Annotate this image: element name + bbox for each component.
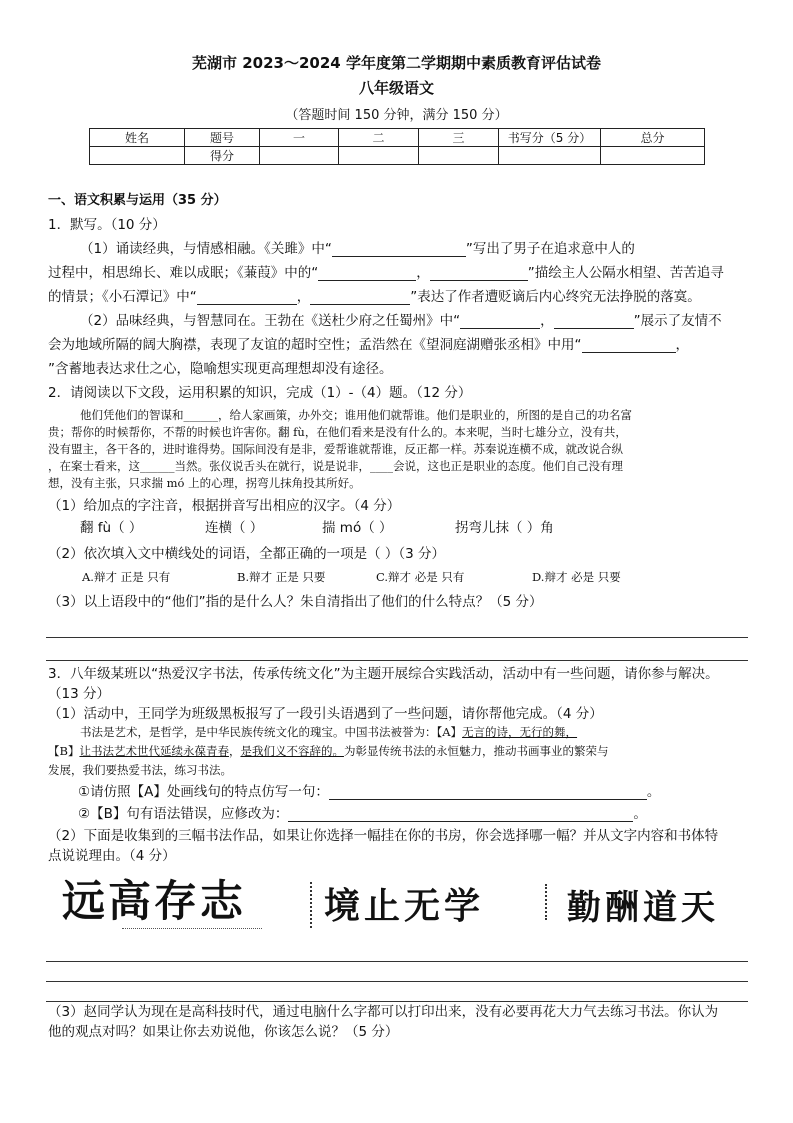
question-title-cont: （13 分） [48, 686, 110, 702]
table-cell: 一 [260, 129, 339, 147]
text: （1）诵读经典，与情感相融。《关雎》中“ [80, 241, 332, 257]
answer-line[interactable] [46, 1001, 748, 1002]
option-c[interactable]: C.辩才 必是 只有 [376, 570, 465, 584]
table-row [90, 147, 705, 165]
pinyin-item[interactable]: 揣 mó（ ） [322, 520, 393, 536]
answer-blank[interactable] [318, 266, 416, 281]
text: ”表达了作者遭贬谪后内心终究无法挣脱的落寞。 [410, 289, 701, 305]
text: ， [540, 313, 554, 329]
time-note: （答题时间 150 分钟，满分 150 分） [285, 108, 508, 123]
q1-p1-line3 [48, 289, 701, 305]
sub-question-title: （3）赵同学认为现在是高科技时代，通过电脑什么字都可以打印出来，没有必要再花大力气去练习书法。你认为 [48, 1004, 719, 1020]
passage-line: 他们凭他们的智谋和______，给人家画策，办外交；谁用他们就帮谁。他们是职业的，所图的是自己的功名富 [80, 408, 632, 422]
table-cell: 总分 [601, 129, 705, 147]
sub-question-title: （2）依次填入文中横线处的词语，全都正确的一项是（ ）（3 分） [48, 546, 446, 562]
pinyin-item[interactable]: 拐弯儿抹（ ）角 [455, 520, 554, 536]
exam-subtitle: 八年级语文 [358, 79, 434, 97]
table-cell: 题号 [185, 129, 260, 147]
text: 。 [646, 784, 661, 800]
q1-p2-line3: ”含蓄地表达求仕之心，隐喻想实现更高理想却没有途径。 [48, 361, 393, 377]
sub-question-title: （2）下面是收集到的三幅书法作品，如果让你选择一幅挂在你的书房，你会选择哪一幅？并从文字内容和书体特 [48, 828, 719, 844]
passage-line: 贵；帮你的时候帮你，不帮的时候也许害你。翻 fù，在他们看来是没有什么的。本来呢，当时七雄分立，没有共， [48, 425, 627, 439]
answer-line[interactable] [46, 637, 748, 638]
answer-blank[interactable] [554, 314, 634, 329]
underlined-sentence-b2: 是我们义不容辞的。 [240, 744, 344, 758]
text: ”描绘主人公隔水相望、苦苦追寻 [527, 265, 724, 281]
text-line [80, 725, 577, 740]
text: 【B】 [48, 744, 80, 758]
table-row [90, 129, 705, 147]
underlined-sentence-a: 无言的诗，无行的舞， [462, 725, 578, 739]
sub-question-title-cont: 他的观点对吗？如果让你去劝说他，你该怎么说？（5 分） [48, 1024, 399, 1040]
answer-blank[interactable] [430, 266, 528, 281]
imitation-prompt [78, 784, 660, 800]
text: ”展示了友情不 [633, 313, 722, 329]
calligraphy-text: 学无止境 [324, 885, 485, 927]
answer-blank[interactable] [329, 785, 647, 800]
text: （2）品味经典，与智慧同在。王勃在《送杜少府之任蜀州》中“ [80, 313, 461, 329]
section-heading: 一、语文积累与运用（35 分） [48, 193, 227, 208]
answer-blank[interactable] [310, 290, 410, 305]
score-cell[interactable] [339, 147, 419, 165]
text: ”写出了男子在追求意中人的 [465, 241, 635, 257]
answer-line[interactable] [46, 961, 748, 962]
text: ， [675, 337, 689, 353]
calligraphy-work-2[interactable] [310, 876, 500, 936]
pinyin-item[interactable]: 连横（ ） [205, 520, 264, 536]
sub-question-title-cont: 点说说理由。（4 分） [48, 848, 176, 864]
answer-blank[interactable] [332, 242, 466, 257]
sub-question-title: （1）活动中，王同学为班级黑板报写了一段引头语遇到了一些问题，请你帮他完成。（4 分） [48, 706, 603, 722]
underlined-sentence-b1: 让书法艺术世代延续永葆青春 [79, 744, 229, 758]
answer-blank[interactable] [288, 807, 633, 822]
table-cell: 二 [339, 129, 419, 147]
score-cell[interactable] [601, 147, 705, 165]
exam-title: 芜湖市 2023～2024 学年度第二学期期中素质教育评估试卷 [192, 54, 601, 72]
inscription-mark [545, 884, 549, 920]
q1-p2-line2 [48, 337, 689, 353]
answer-line[interactable] [46, 981, 748, 982]
text-line: 发展，我们要热爱书法，练习书法。 [48, 763, 232, 777]
calligraphy-work-3[interactable] [545, 878, 735, 938]
text: ①请仿照【A】处画线句的特点仿写一句： [78, 784, 329, 800]
answer-blank[interactable] [582, 338, 676, 353]
table-cell: 三 [419, 129, 499, 147]
text-line [48, 744, 608, 759]
score-table [89, 128, 705, 165]
calligraphy-text: 志存高远 [62, 877, 246, 927]
text: 为彰显传统书法的永恒魅力，推动书画事业的繁荣与 [343, 744, 609, 758]
text: 书法是艺术，是哲学，是中华民族传统文化的瑰宝。中国书法被誉为：【A】 [80, 725, 463, 739]
table-cell: 书写分（5 分） [499, 129, 601, 147]
question-title: 1．默写。（10 分） [48, 217, 166, 233]
text: 过程中，相思绵长、难以成眠；《蒹葭》中的“ [48, 265, 319, 281]
option-d[interactable]: D.辩才 必是 只要 [532, 570, 621, 584]
question-title: 2．请阅读以下文段，运用积累的知识，完成（1）-（4）题。（12 分） [48, 385, 472, 401]
text: ， [416, 265, 430, 281]
question-title: 3．八年级某班以“热爱汉字书法，传承传统文化”为主题开展综合实践活动，活动中有一些问题，请你参与解决。 [48, 666, 719, 682]
q1-p1-line1 [80, 241, 635, 257]
text: ②【B】句有语法错误，应修改为： [78, 806, 289, 822]
score-cell[interactable] [419, 147, 499, 165]
sub-question-title: （3）以上语段中的“他们”指的是什么人？朱自清指出了他们的什么特点？（5 分） [48, 594, 543, 610]
text: 会为地域所隔的阔大胸襟，表现了友谊的超时空性；孟浩然在《望洞庭湖赠张丞相》中用“ [48, 337, 582, 353]
inscription-mark [310, 882, 314, 928]
table-cell: 得分 [185, 147, 260, 165]
score-cell[interactable] [260, 147, 339, 165]
text: ， [296, 289, 311, 305]
answer-blank[interactable] [197, 290, 297, 305]
text: 的情景；《小石潭记》中“ [48, 289, 197, 305]
passage-line: ，在案士看来，这______当然。张仪说舌头在就行，说是说非，____会说，这也正是职业的态度。他们自己没有理 [48, 459, 623, 473]
text: ， [228, 744, 241, 758]
q1-p1-line2 [48, 265, 724, 281]
score-cell[interactable] [499, 147, 601, 165]
calligraphy-text: 天道酬勤 [567, 888, 719, 928]
text: 。 [633, 806, 647, 822]
correction-prompt [78, 806, 647, 822]
passage-line: 想，没有主张，只求揣 mó 上的心理，拐弯儿抹角投其所好。 [48, 476, 361, 490]
option-a[interactable]: A.辩才 正是 只有 [82, 570, 171, 584]
passage-line: 没有盟主，各干各的，进时谁得势。国际间没有是非，爱帮谁就帮谁，反正都一样。苏秦说连横不成，就改说合纵 [48, 442, 623, 456]
name-answer-cell[interactable] [90, 147, 185, 165]
q1-p2-line1 [80, 313, 722, 329]
calligraphy-work-1[interactable] [62, 868, 272, 938]
answer-line[interactable] [46, 660, 748, 661]
inscription-mark [122, 928, 262, 929]
pinyin-item[interactable]: 翻 fù（ ） [80, 520, 143, 536]
sub-question-title: （1）给加点的字注音，根据拼音写出相应的汉字。（4 分） [48, 498, 401, 514]
table-cell: 姓名 [90, 129, 185, 147]
option-b[interactable]: B.辩才 正是 只要 [237, 570, 326, 584]
answer-blank[interactable] [460, 314, 540, 329]
